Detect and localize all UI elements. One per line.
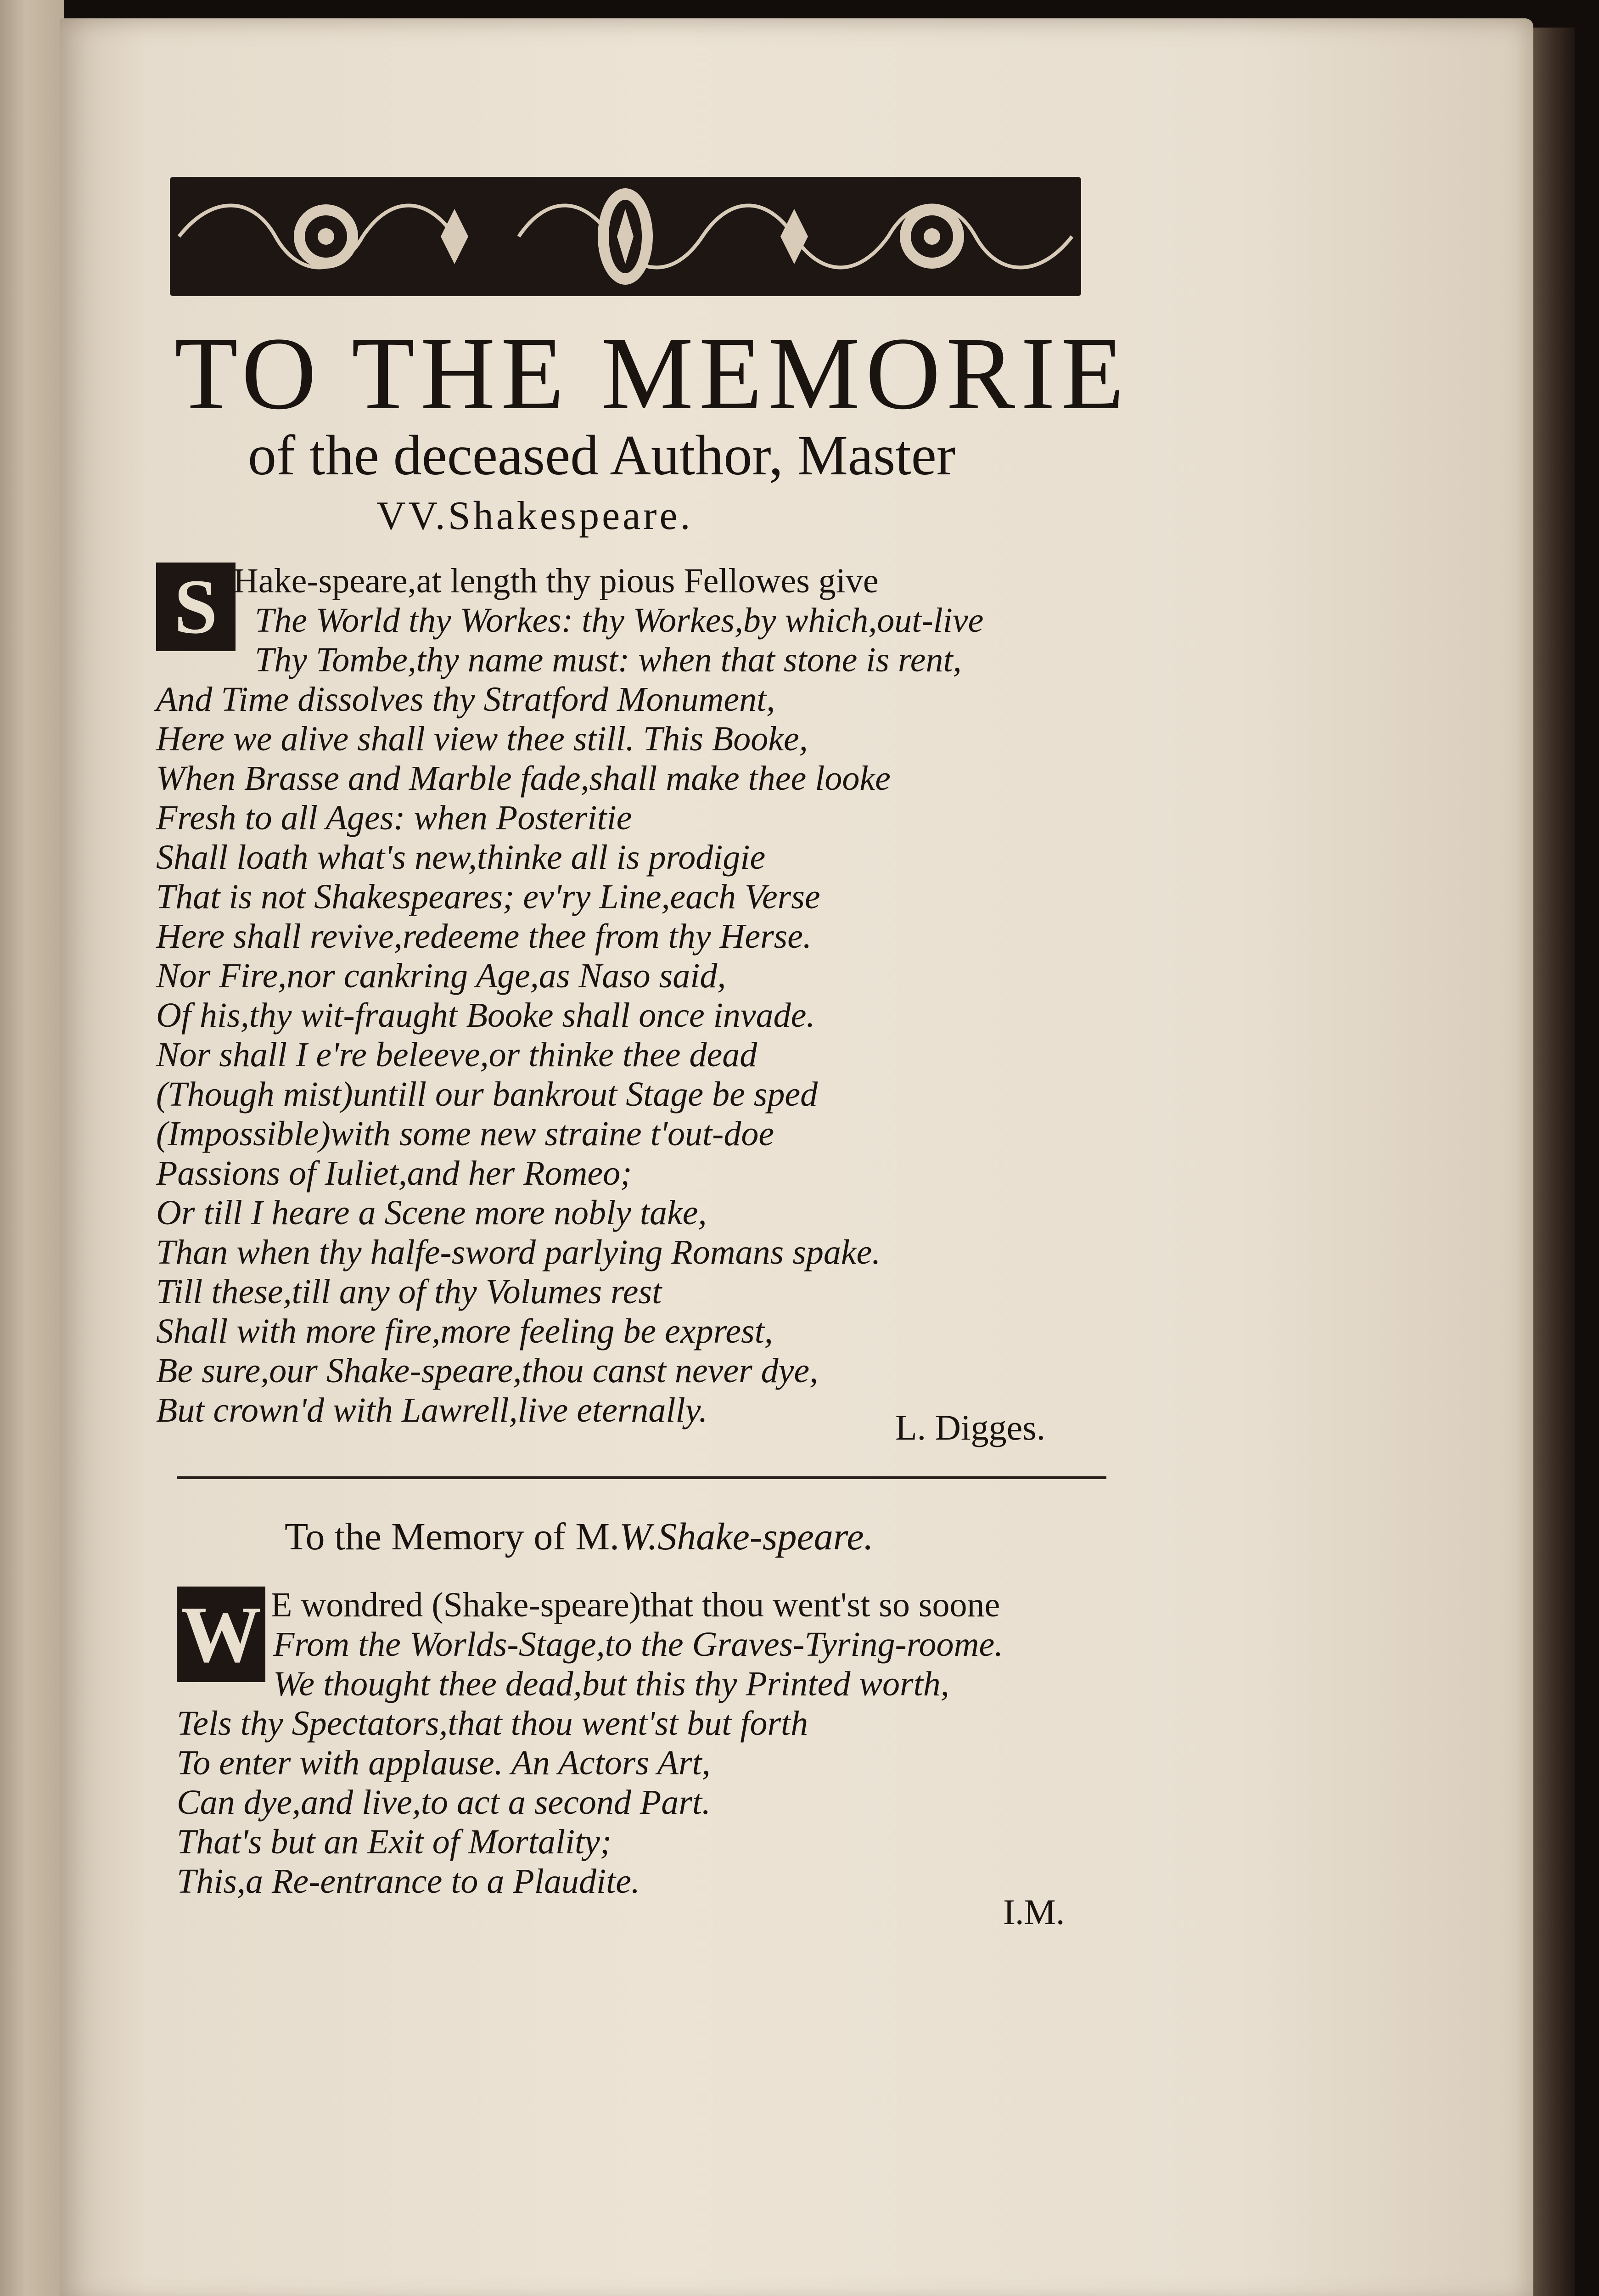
poem-digges-body (156, 680, 891, 1430)
poem-line: Tels thy Spectators,that thou went'st but forth (177, 1704, 808, 1743)
poem-line: Till these,till any of thy Volumes rest (156, 1272, 662, 1311)
poem-line: Be sure,our Shake-speare,thou canst never dye, (156, 1351, 819, 1390)
poem-line: To enter with applause. An Actors Art, (177, 1744, 711, 1782)
poem-line: That's but an Exit of Mortality; (177, 1823, 612, 1861)
drop-cap-w (177, 1587, 265, 1682)
poem-line: Than when thy halfe-sword parlying Romans spake. (156, 1233, 881, 1272)
subtitle-line-2: VV.Shakespeare. (376, 494, 693, 538)
poem-line: This,a Re-entrance to a Plaudite. (177, 1862, 640, 1901)
poem-line: Nor Fire,nor cankring Age,as Naso said, (156, 957, 726, 995)
poem-line: But crown'd with Lawrell,live eternally. (156, 1391, 708, 1429)
poem-line: Of his,thy wit-fraught Booke shall once invade. (156, 996, 815, 1035)
drop-cap-letter: W (181, 1590, 261, 1679)
section-heading-jm (285, 1515, 874, 1558)
signature-jm: I.M. (1003, 1892, 1065, 1932)
signature-digges: L. Digges. (895, 1407, 1046, 1447)
poem-line: Thy Tombe,thy name must: when that stone is rent, (255, 641, 962, 679)
poem-digges-indented (255, 601, 983, 680)
poem-line: We thought thee dead,but this thy Printed worth, (273, 1665, 949, 1703)
heading-italic: W.Shake-speare. (619, 1515, 874, 1558)
poem-line: (Impossible)with some new straine t'out-doe (156, 1114, 774, 1153)
ornamental-headpiece (170, 177, 1081, 296)
section-divider (177, 1476, 1106, 1479)
poem-line: The World thy Workes: thy Workes,by which,out-live (255, 601, 984, 640)
poem-line: Here we alive shall view thee still. This Booke, (156, 720, 808, 758)
poem-line: That is not Shakespeares; ev'ry Line,each Verse (156, 878, 820, 916)
page-title: TO THE MEMORIE (174, 316, 1130, 431)
poem-line: And Time dissolves thy Stratford Monument, (156, 680, 775, 719)
poem-line: Or till I heare a Scene more nobly take, (156, 1193, 707, 1232)
book-spine (0, 0, 64, 2296)
poem-line: Shall with more fire,more feeling be exprest, (156, 1312, 773, 1351)
poem-first-line (271, 1585, 1000, 1625)
poem-line: From the Worlds-Stage,to the Graves-Tyring-roome. (273, 1625, 1004, 1664)
subtitle-line-1: of the deceased Author, Master (248, 424, 956, 487)
drop-cap-letter: S (174, 563, 218, 650)
drop-cap-s (156, 563, 236, 651)
poem-line: E wondred (Shake-speare)that thou went'st so soone (271, 1586, 1000, 1624)
poem-first-line (233, 561, 879, 601)
poem-line: Shall loath what's new,thinke all is prodigie (156, 838, 766, 877)
heading-roman: To the Memory of M. (285, 1515, 620, 1558)
poem-jm-indented (273, 1625, 1003, 1704)
poem-line: When Brasse and Marble fade,shall make thee looke (156, 759, 891, 798)
poem-line: (Though mist)untill our bankrout Stage be sped (156, 1075, 818, 1114)
poem-line: Hake-speare,at length thy pious Fellowes give (233, 562, 879, 600)
poem-line: Passions of Iuliet,and her Romeo; (156, 1154, 632, 1193)
poem-line: Can dye,and live,to act a second Part. (177, 1783, 711, 1822)
poem-jm-body (177, 1704, 808, 1901)
poem-line: Here shall revive,redeeme thee from thy Herse. (156, 917, 812, 956)
poem-line: Nor shall I e're beleeve,or thinke thee dead (156, 1035, 757, 1074)
poem-line: Fresh to all Ages: when Posteritie (156, 799, 632, 837)
